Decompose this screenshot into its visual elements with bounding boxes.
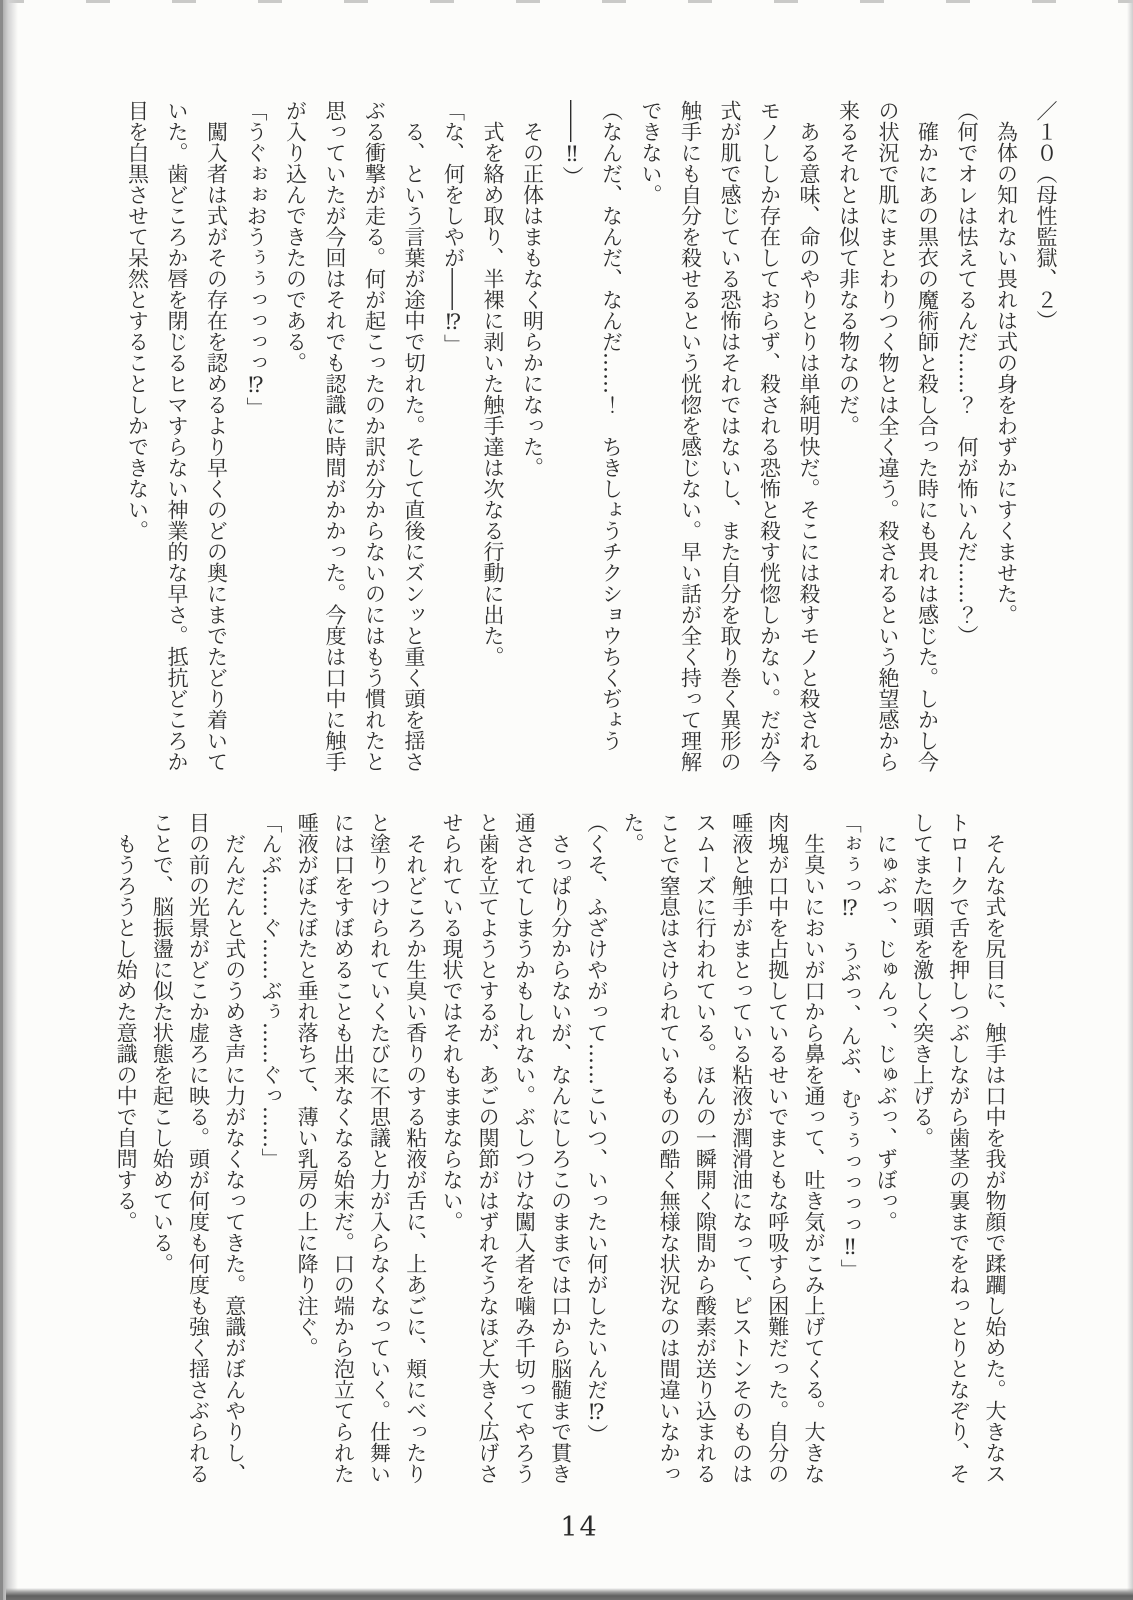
scan-artifact-left-edge bbox=[0, 0, 18, 1600]
scan-artifact-bottom-edge bbox=[6, 1588, 1133, 1600]
section-heading: ／１０（母性監獄、２） bbox=[1034, 100, 1058, 331]
paragraph: （何でオレは怯えてるんだ……？ 何が怖いんだ……？） bbox=[955, 100, 979, 646]
paragraph: 「ぉぅっ⁉ うぶっ、んぶ、むぅぅっっっっ‼」 bbox=[838, 812, 863, 1280]
paragraph: 「な、何をしやが――⁉」 bbox=[441, 100, 466, 355]
paragraph: 確かにあの黒衣の魔術師と殺し合った時にも畏れは感じた。しかし今の状況で肌にまとわりつく物とは全く違う。殺されるという絶望感から来るそれとは似て非なる物なのだ。 bbox=[836, 100, 940, 772]
paragraph: 生臭いにおいが口から鼻を通って、吐き気がこみ上げてくる。大きな肉塊が口中を占拠しているせいでまともな呼吸すら困難だった。自分の唾液と触手がまとっている粘液が潤滑油になって、ピストンそのものはスムーズに行われている。ほんの一瞬開く隙間から酸素が送り込まれることで窒息はさけられているものの酷く無様な状況なのは間違いなかった。 bbox=[620, 812, 826, 1484]
paragraph: 為体の知れない畏れは式の身をわずかにすくませた。 bbox=[994, 100, 1019, 625]
lower-text-block bbox=[108, 812, 1013, 1484]
paragraph: その正体はまもなく明らかになった。 bbox=[520, 100, 545, 478]
scan-artifact-top-edge bbox=[0, 0, 1133, 3]
paragraph: （なんだ、なんだ、なんだ……！ ちきしょうチクショウちくぢょう――‼） bbox=[560, 100, 624, 751]
paragraph: 「んぶ……ぐ……ぶぅ……ぐっ……」 bbox=[258, 812, 283, 1169]
scan-artifact-right-edge bbox=[1127, 0, 1133, 1600]
paragraph: にゅぶっ、じゅんっ、じゅぶっ、ずぼっ。 bbox=[874, 812, 899, 1232]
paragraph: それどころか生臭い香りのする粘液が舌に、上あごに、頬にべったりと塗りつけられていくたびに不思議と力が入らなくなっていく。仕舞いには口をすぼめることも出来なくなる始末だ。口の端から泡立てられた唾液がぼたぼたと垂れ落ちて、薄い乳房の上に降り注ぐ。 bbox=[295, 812, 428, 1484]
upper-text-block bbox=[117, 100, 1065, 774]
paragraph: ある意味、命のやりとりは単純明快だ。そこには殺すモノと殺されるモノししか存在しておらず、殺される恐怖と殺す恍惚しかない。だが今式が肌で感じている恐怖はそれではないし、また自分を取り巻く異形の触手にも自分を殺せるという恍惚を感じない。早い話が全く持って理解できない。 bbox=[639, 100, 821, 772]
paragraph: （くそ、ふざけやがって……こいつ、いったい何がしたいんだ⁉） bbox=[584, 812, 609, 1445]
paragraph: 「うぐぉぉおうぅぅっっっっ⁉」 bbox=[244, 100, 268, 418]
paragraph: さっぱり分からないが、なんにしろこのままでは口から脳髄まで貫き通されてしまうかもしれない。ぶしつけな闖入者を噛み千切ってやろうと歯を立てようとするが、あごの関節がはずれそうなほど大きく広げさせられている現状ではそれもままならない。 bbox=[439, 812, 573, 1484]
paragraph: だんだんと式のうめき声に力がなくなってきた。意識がぼんやりし、目の前の光景がどこか虚ろに映る。頭が何度も何度も強く揺さぶられることで、脳振盪に似た状態を起こし始めている。 bbox=[150, 812, 247, 1484]
paragraph: 式を絡め取り、半裸に剥いた触手達は次なる行動に出た。 bbox=[481, 100, 505, 667]
page-number: 14 bbox=[560, 1512, 599, 1543]
paragraph: そんな式を尻目に、触手は口中を我が物顔で蹂躙し始めた。大きなストロークで舌を押しつぶしながら歯茎の裏までをねっとりとなぞり、そしてまた咽頭を激しく突き上げる。 bbox=[910, 812, 1007, 1484]
paragraph: もうろうとし始めた意識の中で自問する。 bbox=[114, 812, 139, 1232]
paragraph: る、という言葉が途中で切れた。そして直後にズンッと重く頭を揺さぶる衝撃が走る。何が起こったのか訳が分からないのにはもう慣れたと思っていたが今回はそれでも認識に時間がかかった。今度は口中に触手が入り込んできたのである。 bbox=[283, 100, 426, 772]
paragraph: 闖入者は式がその存在を認めるより早くのどの奥にまでたどり着いていた。歯どころか唇を閉じるヒマすらない神業的な早さ。抵抗どころか目を白黒させて呆然とすることしかできない。 bbox=[125, 100, 229, 772]
